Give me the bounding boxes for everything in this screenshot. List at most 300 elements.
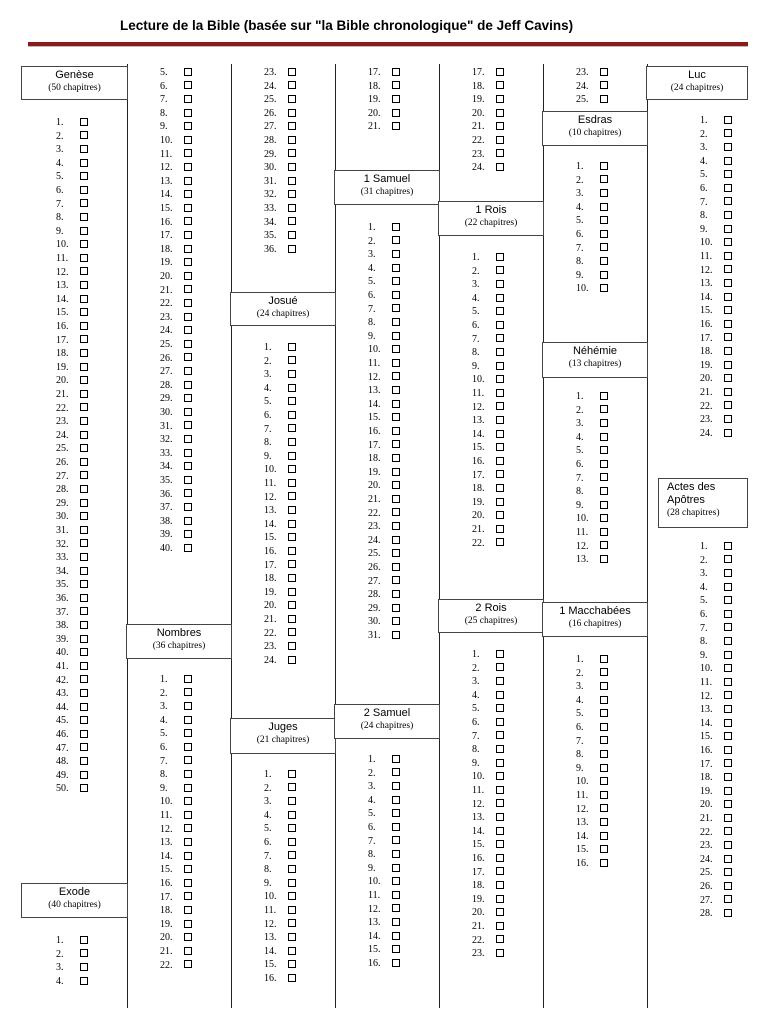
chapter-checkbox[interactable] [496, 266, 504, 274]
chapter-checkbox[interactable] [288, 217, 296, 225]
chapter-checkbox[interactable] [724, 882, 732, 890]
chapter-checkbox[interactable] [600, 655, 608, 663]
chapter-checkbox[interactable] [496, 294, 504, 302]
chapter-checkbox[interactable] [496, 334, 504, 342]
chapter-checkbox[interactable] [392, 536, 400, 544]
chapter-checkbox[interactable] [496, 799, 504, 807]
chapter-checkbox[interactable] [184, 716, 192, 724]
chapter-checkbox[interactable] [184, 81, 192, 89]
chapter-checkbox[interactable] [496, 95, 504, 103]
chapter-checkbox[interactable] [288, 479, 296, 487]
chapter-checkbox[interactable] [80, 594, 88, 602]
chapter-checkbox[interactable] [392, 549, 400, 557]
chapter-checkbox[interactable] [724, 868, 732, 876]
chapter-checkbox[interactable] [184, 865, 192, 873]
chapter-checkbox[interactable] [288, 947, 296, 955]
chapter-checkbox[interactable] [80, 376, 88, 384]
chapter-checkbox[interactable] [724, 306, 732, 314]
chapter-checkbox[interactable] [392, 563, 400, 571]
chapter-checkbox[interactable] [184, 920, 192, 928]
chapter-checkbox[interactable] [392, 809, 400, 817]
chapter-checkbox[interactable] [600, 189, 608, 197]
chapter-checkbox[interactable] [184, 675, 192, 683]
chapter-checkbox[interactable] [80, 227, 88, 235]
chapter-checkbox[interactable] [184, 530, 192, 538]
chapter-checkbox[interactable] [724, 293, 732, 301]
chapter-checkbox[interactable] [496, 827, 504, 835]
chapter-checkbox[interactable] [496, 163, 504, 171]
chapter-checkbox[interactable] [184, 729, 192, 737]
chapter-checkbox[interactable] [724, 610, 732, 618]
chapter-checkbox[interactable] [392, 959, 400, 967]
chapter-checkbox[interactable] [184, 702, 192, 710]
chapter-checkbox[interactable] [80, 417, 88, 425]
chapter-checkbox[interactable] [80, 281, 88, 289]
chapter-checkbox[interactable] [288, 81, 296, 89]
chapter-checkbox[interactable] [184, 109, 192, 117]
chapter-checkbox[interactable] [80, 757, 88, 765]
chapter-checkbox[interactable] [288, 411, 296, 419]
chapter-checkbox[interactable] [288, 547, 296, 555]
chapter-checkbox[interactable] [288, 797, 296, 805]
chapter-checkbox[interactable] [288, 384, 296, 392]
chapter-checkbox[interactable] [496, 650, 504, 658]
chapter-checkbox[interactable] [80, 485, 88, 493]
chapter-checkbox[interactable] [80, 949, 88, 957]
chapter-checkbox[interactable] [184, 756, 192, 764]
chapter-checkbox[interactable] [600, 682, 608, 690]
chapter-checkbox[interactable] [288, 95, 296, 103]
chapter-checkbox[interactable] [184, 258, 192, 266]
chapter-checkbox[interactable] [392, 932, 400, 940]
chapter-checkbox[interactable] [184, 285, 192, 293]
chapter-checkbox[interactable] [724, 388, 732, 396]
chapter-checkbox[interactable] [600, 750, 608, 758]
chapter-checkbox[interactable] [392, 372, 400, 380]
chapter-checkbox[interactable] [80, 526, 88, 534]
chapter-checkbox[interactable] [600, 446, 608, 454]
chapter-checkbox[interactable] [392, 904, 400, 912]
chapter-checkbox[interactable] [288, 615, 296, 623]
chapter-checkbox[interactable] [288, 177, 296, 185]
chapter-checkbox[interactable] [392, 468, 400, 476]
chapter-checkbox[interactable] [496, 538, 504, 546]
chapter-checkbox[interactable] [724, 374, 732, 382]
chapter-checkbox[interactable] [80, 580, 88, 588]
chapter-checkbox[interactable] [80, 390, 88, 398]
chapter-checkbox[interactable] [496, 840, 504, 848]
chapter-checkbox[interactable] [724, 197, 732, 205]
chapter-checkbox[interactable] [392, 400, 400, 408]
chapter-checkbox[interactable] [80, 689, 88, 697]
chapter-checkbox[interactable] [184, 489, 192, 497]
chapter-checkbox[interactable] [496, 691, 504, 699]
chapter-checkbox[interactable] [724, 279, 732, 287]
chapter-checkbox[interactable] [724, 555, 732, 563]
chapter-checkbox[interactable] [724, 583, 732, 591]
chapter-checkbox[interactable] [288, 136, 296, 144]
chapter-checkbox[interactable] [184, 272, 192, 280]
chapter-checkbox[interactable] [80, 308, 88, 316]
chapter-checkbox[interactable] [80, 771, 88, 779]
chapter-checkbox[interactable] [288, 424, 296, 432]
chapter-checkbox[interactable] [724, 116, 732, 124]
chapter-checkbox[interactable] [80, 567, 88, 575]
chapter-checkbox[interactable] [496, 704, 504, 712]
chapter-checkbox[interactable] [600, 723, 608, 731]
chapter-checkbox[interactable] [724, 129, 732, 137]
chapter-checkbox[interactable] [392, 864, 400, 872]
chapter-checkbox[interactable] [80, 322, 88, 330]
chapter-checkbox[interactable] [392, 109, 400, 117]
chapter-checkbox[interactable] [80, 240, 88, 248]
chapter-checkbox[interactable] [80, 159, 88, 167]
chapter-checkbox[interactable] [724, 542, 732, 550]
chapter-checkbox[interactable] [184, 340, 192, 348]
chapter-checkbox[interactable] [724, 320, 732, 328]
chapter-checkbox[interactable] [724, 719, 732, 727]
chapter-checkbox[interactable] [184, 95, 192, 103]
chapter-checkbox[interactable] [724, 252, 732, 260]
chapter-checkbox[interactable] [392, 945, 400, 953]
chapter-checkbox[interactable] [392, 590, 400, 598]
chapter-checkbox[interactable] [496, 375, 504, 383]
chapter-checkbox[interactable] [496, 348, 504, 356]
chapter-checkbox[interactable] [184, 947, 192, 955]
chapter-checkbox[interactable] [724, 401, 732, 409]
chapter-checkbox[interactable] [392, 236, 400, 244]
chapter-checkbox[interactable] [724, 895, 732, 903]
chapter-checkbox[interactable] [600, 832, 608, 840]
chapter-checkbox[interactable] [392, 250, 400, 258]
chapter-checkbox[interactable] [600, 555, 608, 563]
chapter-checkbox[interactable] [392, 427, 400, 435]
chapter-checkbox[interactable] [184, 313, 192, 321]
chapter-checkbox[interactable] [288, 190, 296, 198]
chapter-checkbox[interactable] [724, 651, 732, 659]
chapter-checkbox[interactable] [184, 353, 192, 361]
chapter-checkbox[interactable] [288, 811, 296, 819]
chapter-checkbox[interactable] [184, 326, 192, 334]
chapter-checkbox[interactable] [392, 823, 400, 831]
chapter-checkbox[interactable] [80, 703, 88, 711]
chapter-checkbox[interactable] [392, 576, 400, 584]
chapter-checkbox[interactable] [392, 386, 400, 394]
chapter-checkbox[interactable] [80, 172, 88, 180]
chapter-checkbox[interactable] [600, 528, 608, 536]
chapter-checkbox[interactable] [184, 299, 192, 307]
chapter-checkbox[interactable] [288, 204, 296, 212]
chapter-checkbox[interactable] [600, 433, 608, 441]
chapter-checkbox[interactable] [80, 131, 88, 139]
chapter-checkbox[interactable] [80, 553, 88, 561]
chapter-checkbox[interactable] [80, 431, 88, 439]
chapter-checkbox[interactable] [496, 759, 504, 767]
chapter-checkbox[interactable] [496, 745, 504, 753]
chapter-checkbox[interactable] [600, 696, 608, 704]
chapter-checkbox[interactable] [600, 230, 608, 238]
chapter-checkbox[interactable] [184, 784, 192, 792]
chapter-checkbox[interactable] [184, 122, 192, 130]
chapter-checkbox[interactable] [724, 732, 732, 740]
chapter-checkbox[interactable] [288, 960, 296, 968]
chapter-checkbox[interactable] [600, 709, 608, 717]
chapter-checkbox[interactable] [80, 118, 88, 126]
chapter-checkbox[interactable] [392, 495, 400, 503]
chapter-checkbox[interactable] [184, 852, 192, 860]
chapter-checkbox[interactable] [288, 879, 296, 887]
chapter-checkbox[interactable] [184, 367, 192, 375]
chapter-checkbox[interactable] [496, 731, 504, 739]
chapter-checkbox[interactable] [80, 254, 88, 262]
chapter-checkbox[interactable] [80, 199, 88, 207]
chapter-checkbox[interactable] [724, 678, 732, 686]
chapter-checkbox[interactable] [724, 333, 732, 341]
chapter-checkbox[interactable] [392, 122, 400, 130]
chapter-checkbox[interactable] [724, 569, 732, 577]
chapter-checkbox[interactable] [184, 204, 192, 212]
chapter-checkbox[interactable] [724, 347, 732, 355]
chapter-checkbox[interactable] [80, 335, 88, 343]
chapter-checkbox[interactable] [288, 68, 296, 76]
chapter-checkbox[interactable] [80, 145, 88, 153]
chapter-checkbox[interactable] [80, 963, 88, 971]
chapter-checkbox[interactable] [392, 850, 400, 858]
chapter-checkbox[interactable] [600, 804, 608, 812]
chapter-checkbox[interactable] [724, 225, 732, 233]
chapter-checkbox[interactable] [80, 675, 88, 683]
chapter-checkbox[interactable] [184, 770, 192, 778]
chapter-checkbox[interactable] [600, 777, 608, 785]
chapter-checkbox[interactable] [392, 782, 400, 790]
chapter-checkbox[interactable] [600, 68, 608, 76]
chapter-checkbox[interactable] [184, 149, 192, 157]
chapter-checkbox[interactable] [392, 481, 400, 489]
chapter-checkbox[interactable] [184, 838, 192, 846]
chapter-checkbox[interactable] [288, 919, 296, 927]
chapter-checkbox[interactable] [392, 277, 400, 285]
chapter-checkbox[interactable] [288, 824, 296, 832]
chapter-checkbox[interactable] [80, 730, 88, 738]
chapter-checkbox[interactable] [392, 95, 400, 103]
chapter-checkbox[interactable] [288, 520, 296, 528]
chapter-checkbox[interactable] [288, 906, 296, 914]
chapter-checkbox[interactable] [184, 960, 192, 968]
chapter-checkbox[interactable] [184, 811, 192, 819]
chapter-checkbox[interactable] [496, 122, 504, 130]
chapter-checkbox[interactable] [80, 784, 88, 792]
chapter-checkbox[interactable] [288, 109, 296, 117]
chapter-checkbox[interactable] [392, 796, 400, 804]
chapter-checkbox[interactable] [184, 503, 192, 511]
chapter-checkbox[interactable] [288, 356, 296, 364]
chapter-checkbox[interactable] [184, 381, 192, 389]
chapter-checkbox[interactable] [288, 438, 296, 446]
chapter-checkbox[interactable] [724, 800, 732, 808]
chapter-checkbox[interactable] [392, 918, 400, 926]
chapter-checkbox[interactable] [80, 471, 88, 479]
chapter-checkbox[interactable] [496, 280, 504, 288]
chapter-checkbox[interactable] [80, 458, 88, 466]
chapter-checkbox[interactable] [724, 787, 732, 795]
chapter-checkbox[interactable] [288, 588, 296, 596]
chapter-checkbox[interactable] [724, 238, 732, 246]
chapter-checkbox[interactable] [496, 949, 504, 957]
chapter-checkbox[interactable] [80, 295, 88, 303]
chapter-checkbox[interactable] [724, 691, 732, 699]
chapter-checkbox[interactable] [80, 977, 88, 985]
chapter-checkbox[interactable] [496, 677, 504, 685]
chapter-checkbox[interactable] [80, 512, 88, 520]
chapter-checkbox[interactable] [496, 525, 504, 533]
chapter-checkbox[interactable] [496, 922, 504, 930]
chapter-checkbox[interactable] [496, 772, 504, 780]
chapter-checkbox[interactable] [392, 617, 400, 625]
chapter-checkbox[interactable] [600, 818, 608, 826]
chapter-checkbox[interactable] [724, 170, 732, 178]
chapter-checkbox[interactable] [80, 267, 88, 275]
chapter-checkbox[interactable] [288, 245, 296, 253]
chapter-checkbox[interactable] [184, 421, 192, 429]
chapter-checkbox[interactable] [288, 163, 296, 171]
chapter-checkbox[interactable] [288, 851, 296, 859]
chapter-checkbox[interactable] [288, 865, 296, 873]
chapter-checkbox[interactable] [392, 877, 400, 885]
chapter-checkbox[interactable] [600, 859, 608, 867]
chapter-checkbox[interactable] [600, 392, 608, 400]
chapter-checkbox[interactable] [288, 231, 296, 239]
chapter-checkbox[interactable] [392, 440, 400, 448]
chapter-checkbox[interactable] [600, 175, 608, 183]
chapter-checkbox[interactable] [288, 574, 296, 582]
chapter-checkbox[interactable] [724, 429, 732, 437]
chapter-checkbox[interactable] [600, 514, 608, 522]
chapter-checkbox[interactable] [80, 648, 88, 656]
chapter-checkbox[interactable] [392, 522, 400, 530]
chapter-checkbox[interactable] [80, 363, 88, 371]
chapter-checkbox[interactable] [288, 656, 296, 664]
chapter-checkbox[interactable] [184, 177, 192, 185]
chapter-checkbox[interactable] [600, 95, 608, 103]
chapter-checkbox[interactable] [80, 621, 88, 629]
chapter-checkbox[interactable] [600, 419, 608, 427]
chapter-checkbox[interactable] [496, 484, 504, 492]
chapter-checkbox[interactable] [184, 517, 192, 525]
chapter-checkbox[interactable] [392, 454, 400, 462]
chapter-checkbox[interactable] [288, 770, 296, 778]
chapter-checkbox[interactable] [288, 628, 296, 636]
chapter-checkbox[interactable] [724, 143, 732, 151]
chapter-checkbox[interactable] [724, 664, 732, 672]
chapter-checkbox[interactable] [288, 343, 296, 351]
chapter-checkbox[interactable] [496, 68, 504, 76]
chapter-checkbox[interactable] [600, 203, 608, 211]
chapter-checkbox[interactable] [496, 307, 504, 315]
chapter-checkbox[interactable] [496, 402, 504, 410]
chapter-checkbox[interactable] [392, 291, 400, 299]
chapter-checkbox[interactable] [496, 470, 504, 478]
chapter-checkbox[interactable] [496, 149, 504, 157]
chapter-checkbox[interactable] [80, 403, 88, 411]
chapter-checkbox[interactable] [184, 231, 192, 239]
chapter-checkbox[interactable] [724, 827, 732, 835]
chapter-checkbox[interactable] [392, 68, 400, 76]
chapter-checkbox[interactable] [724, 855, 732, 863]
chapter-checkbox[interactable] [724, 361, 732, 369]
chapter-checkbox[interactable] [724, 705, 732, 713]
chapter-checkbox[interactable] [184, 544, 192, 552]
chapter-checkbox[interactable] [392, 304, 400, 312]
chapter-checkbox[interactable] [184, 435, 192, 443]
chapter-checkbox[interactable] [496, 321, 504, 329]
chapter-checkbox[interactable] [496, 881, 504, 889]
chapter-checkbox[interactable] [724, 184, 732, 192]
chapter-checkbox[interactable] [392, 891, 400, 899]
chapter-checkbox[interactable] [80, 607, 88, 615]
chapter-checkbox[interactable] [184, 190, 192, 198]
chapter-checkbox[interactable] [496, 109, 504, 117]
chapter-checkbox[interactable] [288, 601, 296, 609]
chapter-checkbox[interactable] [496, 389, 504, 397]
chapter-checkbox[interactable] [496, 718, 504, 726]
chapter-checkbox[interactable] [288, 533, 296, 541]
chapter-checkbox[interactable] [80, 716, 88, 724]
chapter-checkbox[interactable] [496, 443, 504, 451]
chapter-checkbox[interactable] [496, 854, 504, 862]
chapter-checkbox[interactable] [496, 908, 504, 916]
chapter-checkbox[interactable] [184, 462, 192, 470]
chapter-checkbox[interactable] [184, 217, 192, 225]
chapter-checkbox[interactable] [600, 81, 608, 89]
chapter-checkbox[interactable] [392, 768, 400, 776]
chapter-checkbox[interactable] [600, 460, 608, 468]
chapter-checkbox[interactable] [184, 245, 192, 253]
chapter-checkbox[interactable] [724, 265, 732, 273]
chapter-checkbox[interactable] [724, 909, 732, 917]
chapter-checkbox[interactable] [392, 318, 400, 326]
chapter-checkbox[interactable] [80, 444, 88, 452]
chapter-checkbox[interactable] [288, 452, 296, 460]
chapter-checkbox[interactable] [184, 68, 192, 76]
chapter-checkbox[interactable] [392, 332, 400, 340]
chapter-checkbox[interactable] [80, 743, 88, 751]
chapter-checkbox[interactable] [288, 838, 296, 846]
chapter-checkbox[interactable] [496, 416, 504, 424]
chapter-checkbox[interactable] [80, 936, 88, 944]
chapter-checkbox[interactable] [600, 216, 608, 224]
chapter-checkbox[interactable] [496, 935, 504, 943]
chapter-checkbox[interactable] [496, 867, 504, 875]
chapter-checkbox[interactable] [184, 933, 192, 941]
chapter-checkbox[interactable] [600, 405, 608, 413]
chapter-checkbox[interactable] [496, 253, 504, 261]
chapter-checkbox[interactable] [600, 736, 608, 744]
chapter-checkbox[interactable] [184, 408, 192, 416]
chapter-checkbox[interactable] [80, 539, 88, 547]
chapter-checkbox[interactable] [80, 349, 88, 357]
chapter-checkbox[interactable] [288, 783, 296, 791]
chapter-checkbox[interactable] [288, 560, 296, 568]
chapter-checkbox[interactable] [80, 213, 88, 221]
chapter-checkbox[interactable] [496, 786, 504, 794]
chapter-checkbox[interactable] [496, 813, 504, 821]
chapter-checkbox[interactable] [392, 359, 400, 367]
chapter-checkbox[interactable] [600, 271, 608, 279]
chapter-checkbox[interactable] [600, 541, 608, 549]
chapter-checkbox[interactable] [600, 243, 608, 251]
chapter-checkbox[interactable] [184, 879, 192, 887]
chapter-checkbox[interactable] [724, 746, 732, 754]
